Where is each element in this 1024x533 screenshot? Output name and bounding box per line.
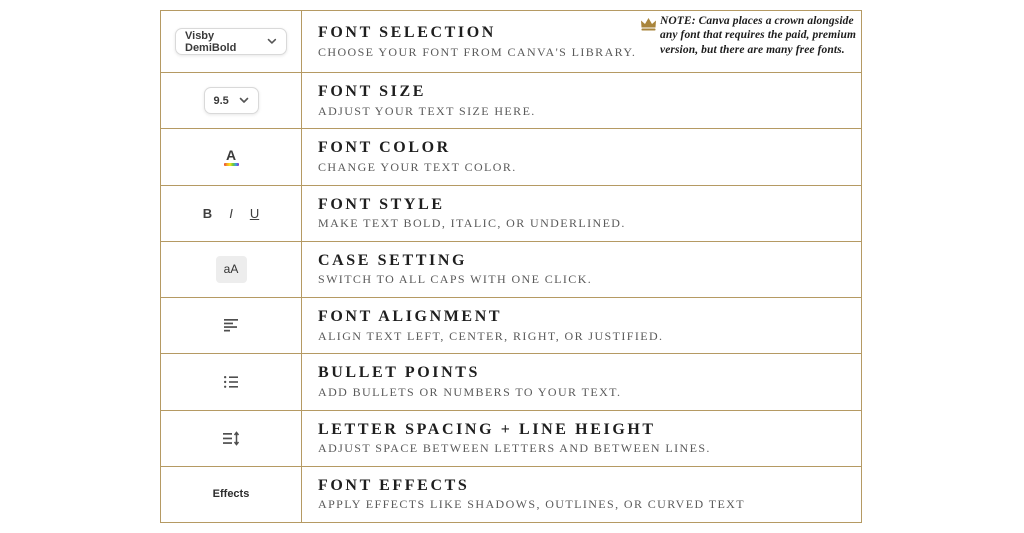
effects-button[interactable]: Effects	[212, 488, 250, 501]
row-description: APPLY EFFECTS LIKE SHADOWS, OUTLINES, OR CURVED TEXT	[318, 497, 745, 512]
bold-button[interactable]: B	[202, 205, 213, 221]
font-family-value: Visby DemiBold	[185, 29, 237, 54]
row-description: SWITCH TO ALL CAPS WITH ONE CLICK.	[318, 272, 593, 287]
font-tools-guide-table	[160, 10, 862, 523]
font-size-value: 9.5	[213, 94, 229, 107]
row-description: ALIGN TEXT LEFT, CENTER, RIGHT, OR JUSTIFIED.	[318, 328, 664, 343]
font-family-dropdown[interactable]	[175, 28, 287, 55]
case-toggle-button[interactable]: aA	[216, 256, 247, 283]
alignment-button[interactable]	[223, 318, 239, 333]
table-row-font-style	[161, 185, 861, 241]
table-row-font-color	[161, 128, 861, 184]
row-description: CHOOSE YOUR FONT FROM CANVA'S LIBRARY.	[318, 44, 637, 59]
row-title: FONT STYLE	[318, 195, 445, 213]
letter-spacing-icon	[222, 431, 240, 446]
row-description: ADJUST YOUR TEXT SIZE HERE.	[318, 103, 536, 118]
premium-note-text: NOTE: Canva places a crown alongside any font that requires the paid, premium version, but there are many free fonts.	[660, 15, 857, 56]
chevron-down-icon	[239, 97, 249, 104]
crown-icon	[640, 17, 657, 31]
font-color-letter: A	[225, 146, 237, 163]
italic-button[interactable]: I	[229, 205, 233, 221]
row-description: ADJUST SPACE BETWEEN LETTERS AND BETWEEN LINES.	[318, 441, 711, 456]
row-title: FONT ALIGNMENT	[318, 308, 503, 326]
font-color-gradient	[224, 163, 239, 167]
underline-button[interactable]: U	[249, 205, 260, 221]
row-title: FONT SIZE	[318, 83, 427, 101]
row-title: LETTER SPACING + LINE HEIGHT	[318, 420, 656, 438]
table-row-case-setting	[161, 241, 861, 297]
row-description: MAKE TEXT BOLD, ITALIC, OR UNDERLINED.	[318, 216, 626, 231]
table-row-font-selection	[161, 11, 861, 72]
font-color-button[interactable]	[224, 148, 239, 167]
row-title: BULLET POINTS	[318, 364, 480, 382]
table-row-letter-spacing	[161, 410, 861, 466]
font-size-dropdown[interactable]	[204, 87, 259, 114]
row-description: CHANGE YOUR TEXT COLOR.	[318, 159, 517, 174]
spacing-button[interactable]	[222, 431, 240, 446]
chevron-down-icon	[267, 38, 277, 45]
table-row-bullet-points	[161, 353, 861, 409]
row-description: ADD BULLETS OR NUMBERS TO YOUR TEXT.	[318, 384, 622, 399]
table-row-font-size	[161, 72, 861, 128]
bullet-list-button[interactable]	[223, 375, 239, 389]
table-row-font-effects	[161, 466, 861, 522]
row-title: FONT COLOR	[318, 139, 451, 157]
bulleted-list-icon	[223, 375, 239, 389]
premium-note	[640, 14, 856, 57]
row-title: FONT SELECTION	[318, 24, 496, 42]
table-row-font-alignment	[161, 297, 861, 353]
row-title: CASE SETTING	[318, 251, 468, 269]
align-left-icon	[223, 318, 239, 333]
row-title: FONT EFFECTS	[318, 476, 470, 494]
